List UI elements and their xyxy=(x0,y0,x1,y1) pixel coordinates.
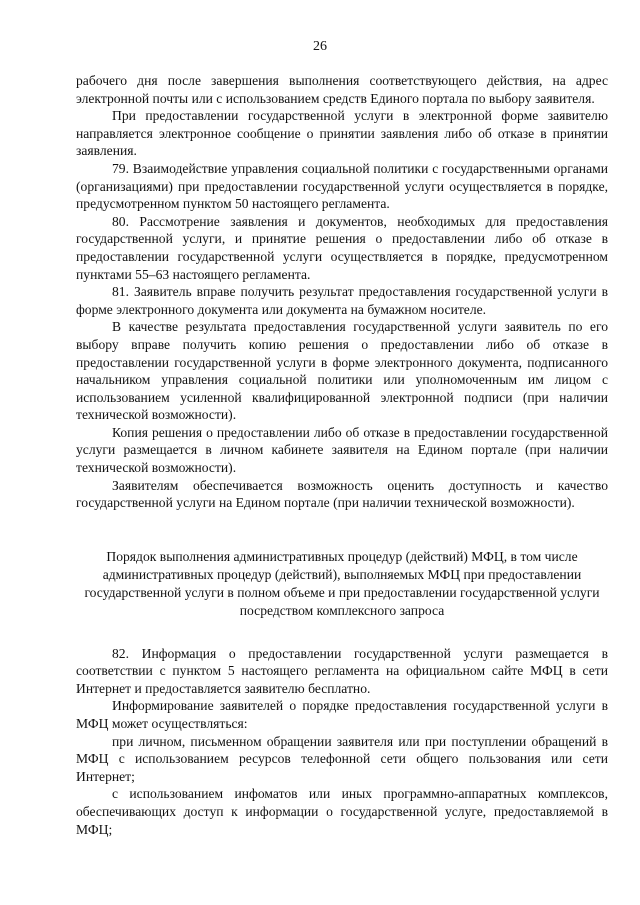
paragraph-80: 80. Рассмотрение заявления и документов, необходимых для предоставления государственной услуги, и принятие решения о предоставлении либо об отказе в предоставлении государственной услуги осуществляется в порядке, предусмотренном пунктами 55–63 настоящего регламента. xyxy=(76,213,608,282)
paragraph: Заявителям обеспечивается возможность оценить доступность и качество государственной услуги на Едином портале (при наличии технической возможности). xyxy=(76,477,608,511)
paragraph: с использованием инфоматов или иных программно-аппаратных комплексов, обеспечивающих доступ к информации о государственной услуге, предоставляемой в МФЦ; xyxy=(76,786,608,837)
paragraph-82: 82. Информация о предоставлении государственной услуги размещается в соответствии с пунктом 5 настоящего регламента на официальном сайте МФЦ в сети Интернет и предоставляется заявителю бесплатно. xyxy=(76,645,608,696)
paragraph: Копия решения о предоставлении либо об отказе в предоставлении государственной услуги размещается в личном кабинете заявителя на Едином портале (при наличии технической возможности). xyxy=(76,424,608,476)
paragraph: Информирование заявителей о порядке предоставления государственной услуги в МФЦ может осуществляться: xyxy=(76,698,608,732)
paragraph-79: 79. Взаимодействие управления социальной политики с государственными органами (организациями) при предоставлении государственной услуги осуществляется в порядке, предусмотренном пунктом 50 настоящего регламента. xyxy=(76,160,608,212)
paragraph-81: 81. Заявитель вправе получить результат предоставления государственной услуги в форме электронного документа или документа на бумажном носителе. xyxy=(76,284,608,317)
paragraph: при личном, письменном обращении заявителя или при поступлении обращений в МФЦ с использованием ресурсов телефонной сети общего пользования или сети Интернет; xyxy=(76,733,608,784)
page-number: 26 xyxy=(313,39,327,54)
paragraph: При предоставлении государственной услуги в электронной форме заявителю направляется электронное сообщение о принятии заявления либо об отказе в принятии заявления. xyxy=(76,108,608,159)
document-body xyxy=(76,72,608,838)
paragraph: В качестве результата предоставления государственной услуги заявитель по его выбору вправе получить копию решения о предоставлении либо об отказе в предоставлении государственной услуги в форме электронного документа, подписанного начальником управления социальной политики или уполномоченным им лицом с использованием усиленной квалифицированной электронной подписи (при наличии технической возможности). xyxy=(76,319,608,423)
section-heading: Порядок выполнения административных процедур (действий) МФЦ, в том числе административных процедур (действий), выполняемых МФЦ при предоставлении государственной услуги в полном объеме и при предоставлении государственной услуги посредством комплексного запроса xyxy=(84,548,600,619)
paragraph: рабочего дня после завершения выполнения соответствующего действия, на адрес электронной почты или с использованием средств Единого портала по выбору заявителя. xyxy=(76,73,608,106)
